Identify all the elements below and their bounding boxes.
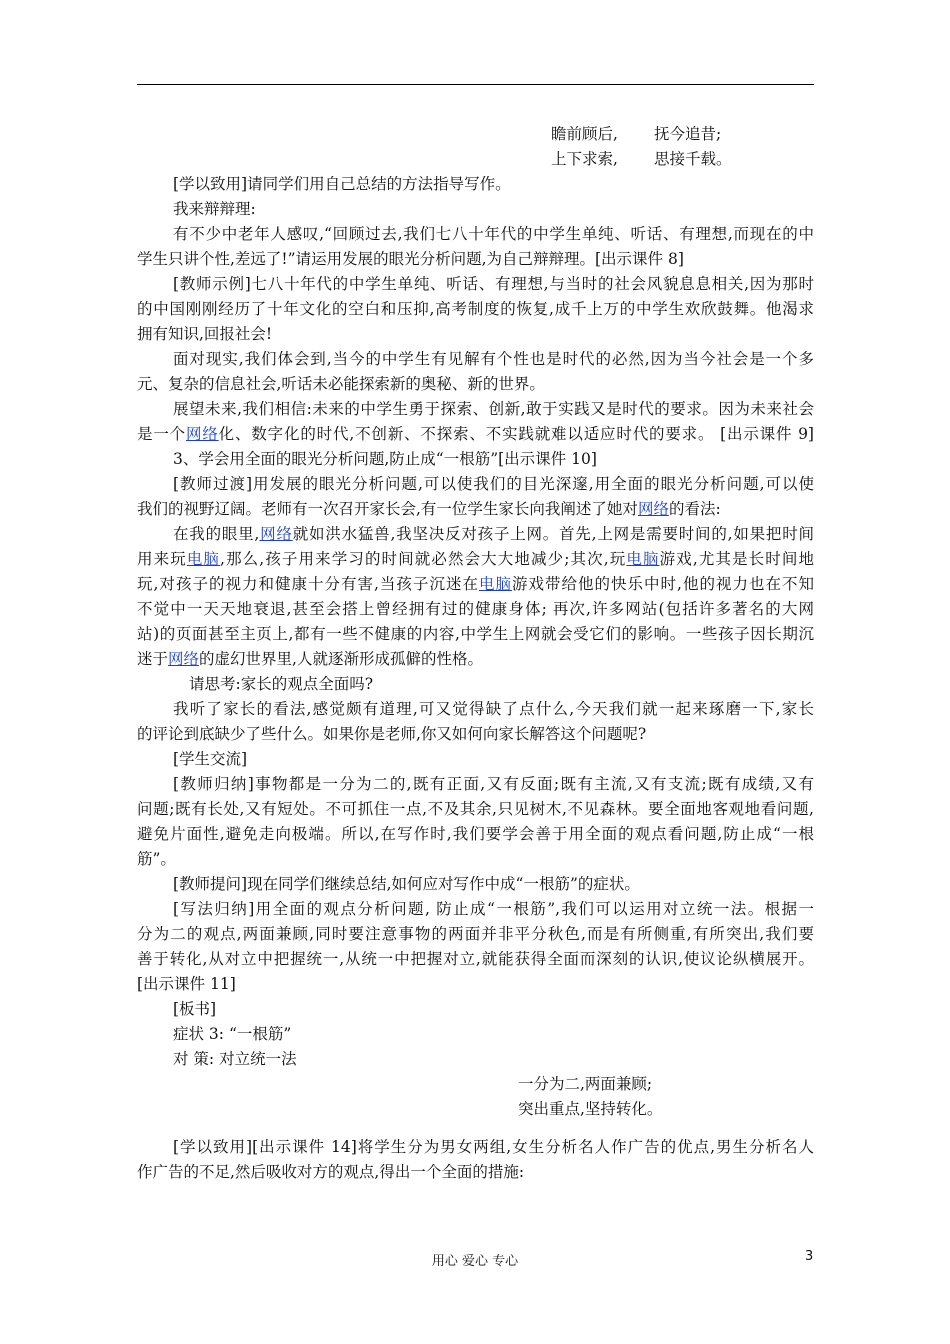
link-wangluo[interactable]: 网络 bbox=[168, 650, 200, 668]
paragraph-line: 我来辩辩理: bbox=[173, 200, 256, 218]
poem-text: 上下求索, bbox=[551, 150, 618, 168]
paragraph-line: 学生只讲个性,差远了!”请运用发展的眼光分析问题,为自己辩辩理。[出示课件 8] bbox=[137, 250, 684, 268]
paragraph-line: 拥有知识,回报社会! bbox=[137, 325, 273, 343]
paragraph-line bbox=[137, 522, 814, 547]
text: 玩,对孩子的视力和健康十分有害,当孩子沉迷在 bbox=[137, 575, 479, 593]
text: 游戏带给他的快乐中时,他的视力也在不知 bbox=[511, 575, 814, 593]
paragraph-line: 的中国刚刚经历了十年文化的空白和压抑,高考制度的恢复,成千上万的中学生欢欣鼓舞。他渴求 bbox=[137, 300, 814, 318]
text: 的虚幻世界里,人就逐渐形成孤僻的性格。 bbox=[199, 650, 483, 668]
text: 在我的眼里, bbox=[173, 525, 260, 543]
paragraph-line: [学生交流] bbox=[173, 750, 248, 768]
paragraph-line: [教师提问]现在同学们继续总结,如何应对写作中成“一根筋”的症状。 bbox=[173, 875, 640, 893]
section-heading: 3、学会用全面的眼光分析问题,防止成“一根筋”[出示课件 10] bbox=[173, 450, 597, 468]
link-diannao[interactable]: 电脑 bbox=[626, 550, 660, 568]
text: 是一个 bbox=[137, 425, 186, 443]
paragraph-line: 分为二的观点,两面兼顾,同时要注意事物的两面并非平分秋色,而是有所侧重,有所突出,我们要 bbox=[137, 925, 814, 943]
paragraph-line: 元、复杂的信息社会,听话未必能探索新的奥秘、新的世界。 bbox=[137, 375, 545, 393]
paragraph-line: 问题;既有长处,又有短处。不可抓住一点,不及其余,只见树木,不见森林。要全面地客观地看问题, bbox=[137, 800, 814, 818]
text: 我们的视野辽阔。老师有一次召开家长会,有一位学生家长向我阐述了她对 bbox=[137, 500, 638, 518]
text: 游戏,尤其是长时间地 bbox=[659, 550, 814, 568]
paragraph-line: [板书] bbox=[173, 1000, 217, 1018]
poem-text: 思接千载。 bbox=[653, 150, 732, 168]
paragraph-line: [学以致用]请同学们用自己总结的方法指导写作。 bbox=[173, 175, 511, 193]
link-wangluo[interactable]: 网络 bbox=[186, 425, 219, 443]
page-number: 3 bbox=[805, 1249, 814, 1264]
paragraph-line bbox=[137, 547, 814, 572]
header-rule bbox=[137, 84, 814, 85]
paragraph-line: 善于转化,从对立中把握统一,从统一中把握对立,就能获得全面而深刻的认识,使议论纵横展开。 bbox=[137, 950, 814, 968]
paragraph-line bbox=[137, 422, 814, 447]
paragraph-line: [出示课件 11] bbox=[137, 975, 236, 993]
poem-text: 抚今追昔; bbox=[653, 125, 722, 143]
link-wangluo[interactable]: 网络 bbox=[259, 525, 293, 543]
text: [出示课件 9] bbox=[720, 425, 814, 443]
paragraph-line: 不觉中一天天地衰退,甚至会搭上曾经拥有过的健康身体; 再次,许多网站(包括许多著名的大网 bbox=[137, 600, 814, 618]
paragraph-line: 面对现实,我们体会到,当今的中学生有见解有个性也是时代的必然,因为当今社会是一个多 bbox=[173, 350, 814, 368]
link-wangluo[interactable]: 网络 bbox=[637, 500, 669, 518]
paragraph-line: [教师归纳]事物都是一分为二的,既有正面,又有反面;既有主流,又有支流;既有成绩,又有 bbox=[173, 775, 814, 793]
paragraph-line: 突出重点,坚持转化。 bbox=[518, 1100, 663, 1118]
paragraph-line: 有不少中老年人感叹,“回顾过去,我们七八十年代的中学生单纯、听话、有理想,而现在的中 bbox=[173, 225, 814, 243]
text: 的看法: bbox=[668, 500, 721, 518]
paragraph-line: 对 策: 对立统一法 bbox=[173, 1050, 297, 1068]
link-diannao[interactable]: 电脑 bbox=[478, 575, 512, 593]
link-diannao[interactable]: 电脑 bbox=[186, 550, 221, 568]
document-body bbox=[137, 122, 814, 1185]
paragraph-line bbox=[137, 497, 814, 522]
paragraph-line: [教师示例]七八十年代的中学生单纯、听话、有理想,与当时的社会风貌息息相关,因为那时 bbox=[173, 275, 814, 293]
paragraph-line: 作广告的不足,然后吸收对方的观点,得出一个全面的措施: bbox=[137, 1163, 525, 1181]
text: 就如洪水猛兽,我坚决反对孩子上网。首先,上网是需要时间的,如果把时间 bbox=[292, 525, 814, 543]
paragraph-line: 症状 3: “一根筋” bbox=[173, 1025, 292, 1043]
paragraph-line: 我听了家长的看法,感觉颇有道理,可又觉得缺了点什么,今天我们就一起来琢磨一下,家长 bbox=[173, 700, 814, 718]
paragraph-line: 展望未来,我们相信:未来的中学生勇于探索、创新,敢于实践又是时代的要求。因为未来社会 bbox=[173, 400, 814, 418]
text: ,那么,孩子用来学习的时间就必然会大大地减少;其次,玩 bbox=[220, 550, 627, 568]
text: 迷于 bbox=[137, 650, 169, 668]
paragraph-line bbox=[137, 647, 814, 672]
paragraph-line: 避免片面性,避免走向极端。所以,在写作时,我们要学会善于用全面的观点看问题,防止成“一根 bbox=[137, 825, 814, 843]
poem-line-2 bbox=[137, 147, 814, 172]
paragraph-line: 一分为二,两面兼顾; bbox=[518, 1075, 653, 1093]
paragraph-line: 站)的页面甚至主页上,都有一些不健康的内容,中学生上网就会受它们的影响。一些孩子因长期沉 bbox=[137, 625, 814, 643]
text: 化、数字化的时代,不创新、不探索、不实践就难以适应时代的要求。 bbox=[218, 425, 715, 443]
poem-line-1 bbox=[137, 122, 814, 147]
paragraph-line: 请思考:家长的观点全面吗? bbox=[189, 675, 374, 693]
text: 用来玩 bbox=[137, 550, 187, 568]
page-footer: 用心 爱心 专心 bbox=[431, 1254, 519, 1269]
paragraph-line: [学以致用][出示课件 14]将学生分为男女两组,女生分析名人作广告的优点,男生分析名人 bbox=[173, 1138, 814, 1156]
paragraph-line: [教师过渡]用发展的眼光分析问题,可以使我们的目光深邃,用全面的眼光分析问题,可以使 bbox=[173, 475, 814, 493]
paragraph-line: [写法归纳]用全面的观点分析问题, 防止成“一根筋”,我们可以运用对立统一法。根据一 bbox=[173, 900, 814, 918]
paragraph-line bbox=[137, 572, 814, 597]
paragraph-line: 的评论到底缺少了些什么。如果你是老师,你又如何向家长解答这个问题呢? bbox=[137, 725, 647, 743]
poem-text: 瞻前顾后, bbox=[551, 125, 618, 143]
paragraph-line: 筋”。 bbox=[137, 850, 176, 868]
